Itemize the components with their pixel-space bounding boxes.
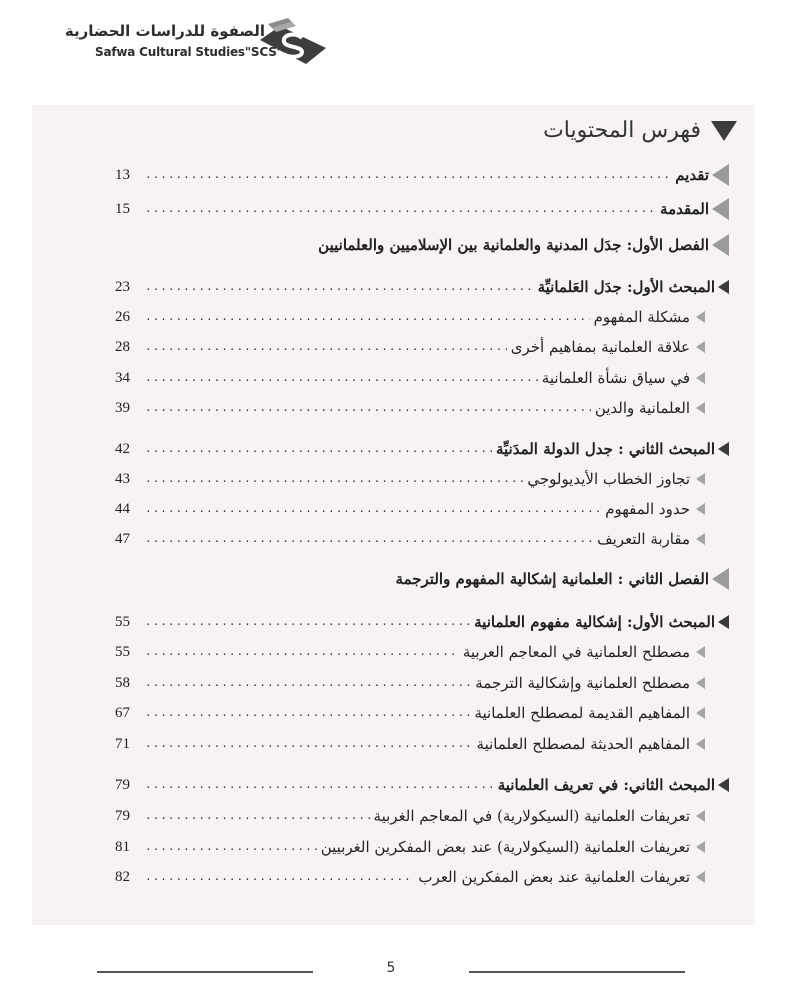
- toc-entry-page: 42: [115, 440, 130, 457]
- triangle-left-icon: [696, 810, 705, 822]
- toc-entry-subsection[interactable]: [115, 335, 705, 359]
- toc-entry-label: المبحث الأول: إشكالية مفهوم العلمانية: [474, 613, 715, 631]
- triangle-left-icon: [696, 372, 705, 384]
- triangle-left-icon: [712, 198, 729, 220]
- toc-entry-page: 28: [115, 338, 130, 355]
- toc-entry-page: 44: [115, 500, 130, 517]
- page-number: 5: [386, 960, 396, 976]
- toc-entry-subsection[interactable]: [115, 366, 705, 390]
- toc-entry-label: المبحث الثاني: في تعريف العلمانية: [497, 776, 715, 794]
- triangle-left-icon: [712, 164, 729, 186]
- triangle-left-icon: [696, 677, 705, 689]
- footer-rule-right: [469, 971, 685, 973]
- toc-entry-subsection[interactable]: [115, 732, 705, 756]
- dot-leader: [145, 610, 470, 634]
- dot-leader: [145, 804, 370, 828]
- toc-entry-page: 15: [115, 200, 130, 217]
- toc-entry-label: تجاوز الخطاب الأيديولوجي: [527, 470, 690, 488]
- toc-entry-label: المبحث الثاني : جدل الدولة المدَنيِّة: [495, 440, 715, 458]
- logo-arabic-text: الصفوة للدراسات الحضارية: [64, 22, 265, 40]
- toc-entry-page: 13: [115, 166, 130, 183]
- triangle-left-icon: [696, 646, 705, 658]
- triangle-left-icon: [696, 341, 705, 353]
- triangle-left-icon: [696, 473, 705, 485]
- toc-entry-label: مصطلح العلمانية وإشكالية الترجمة: [475, 674, 690, 692]
- toc-entry-label: مصطلح العلمانية في المعاجم العربية: [462, 643, 690, 661]
- scs-logo-mark-icon: [258, 18, 328, 68]
- toc-entry-label: المبحث الأول: جدَل العَلمانيِّة: [537, 278, 715, 296]
- triangle-left-icon: [696, 738, 705, 750]
- triangle-left-icon: [696, 503, 705, 515]
- logo-english-text: Safwa Cultural Studies"SCS": [95, 45, 283, 59]
- toc-entry-page: 47: [115, 530, 130, 547]
- dot-leader: [145, 163, 671, 187]
- toc-entry-page: 43: [115, 470, 130, 487]
- toc-entry-section[interactable]: [115, 773, 729, 797]
- toc-entry-chapter[interactable]: [115, 567, 729, 591]
- toc-entry-page: 34: [115, 369, 130, 386]
- toc-entry-label: تعريفات العلمانية (السيكولارية) في المعاجم الغربية: [373, 807, 690, 825]
- toc-entry-label: الفصل الأول: جدَل المدنية والعلمانية بين الإسلاميين والعلمانيين: [318, 236, 709, 254]
- toc-entry-subsection[interactable]: [115, 671, 705, 695]
- triangle-down-icon: [711, 121, 737, 141]
- toc-entry-subsection[interactable]: [115, 396, 705, 420]
- toc-entry-section[interactable]: [115, 610, 729, 634]
- toc-entry-label: تعريفات العلمانية (السيكولارية) عند بعض المفكرين الغربيين: [320, 838, 690, 856]
- toc-entry-top[interactable]: [115, 197, 729, 221]
- toc-entry-label: العلمانية والدين: [594, 399, 690, 417]
- dot-leader: [145, 773, 494, 797]
- toc-entry-page: 71: [115, 735, 130, 752]
- toc-entry-label: الفصل الثاني : العلمانية إشكالية المفهوم والترجمة: [395, 570, 709, 588]
- toc-entry-page: 79: [115, 807, 130, 824]
- toc-entry-page: 55: [115, 613, 130, 630]
- dot-leader: [145, 437, 492, 461]
- page-footer: [97, 960, 685, 979]
- triangle-left-icon: [718, 280, 729, 294]
- toc-entry-page: 55: [115, 643, 130, 660]
- toc-entry-subsection[interactable]: [115, 804, 705, 828]
- toc-entry-label: مقاربة التعريف: [597, 530, 690, 548]
- toc-entry-section[interactable]: [115, 275, 729, 299]
- toc-entry-label: مشكلة المفهوم: [593, 308, 690, 326]
- dot-leader: [145, 835, 317, 859]
- dot-leader: [145, 732, 473, 756]
- toc-entry-page: 26: [115, 308, 130, 325]
- toc-entry-page: 39: [115, 399, 130, 416]
- triangle-left-icon: [718, 442, 729, 456]
- triangle-left-icon: [696, 841, 705, 853]
- toc-entry-page: 79: [115, 776, 130, 793]
- dot-leader: [145, 497, 601, 521]
- dot-leader: [145, 671, 471, 695]
- dot-leader: [145, 305, 590, 329]
- toc-entry-section[interactable]: [115, 437, 729, 461]
- dot-leader: [145, 335, 507, 359]
- publisher-logo: [64, 18, 325, 73]
- dot-leader: [145, 467, 523, 491]
- triangle-left-icon: [696, 707, 705, 719]
- triangle-left-icon: [696, 311, 705, 323]
- toc-entry-top[interactable]: [115, 163, 729, 187]
- triangle-left-icon: [712, 568, 729, 590]
- toc-entry-label: المقدمة: [660, 200, 709, 218]
- triangle-left-icon: [712, 234, 729, 256]
- triangle-left-icon: [696, 533, 705, 545]
- toc-entry-label: في سياق نشأة العلمانية: [541, 369, 690, 387]
- toc-entry-subsection[interactable]: [115, 640, 705, 664]
- dot-leader: [145, 396, 591, 420]
- toc-entry-label: تعريفات العلمانية عند بعض المفكرين العرب: [418, 868, 690, 886]
- dot-leader: [145, 527, 593, 551]
- triangle-left-icon: [696, 402, 705, 414]
- toc-entry-label: تقديم: [675, 166, 709, 184]
- toc-heading: [543, 118, 737, 143]
- toc-entry-page: 81: [115, 838, 130, 855]
- dot-leader: [145, 701, 470, 725]
- toc-entry-subsection[interactable]: [115, 701, 705, 725]
- dot-leader: [145, 640, 459, 664]
- triangle-left-icon: [718, 778, 729, 792]
- toc-entry-subsection[interactable]: [115, 527, 705, 551]
- toc-entry-subsection[interactable]: [115, 865, 705, 889]
- toc-entry-subsection[interactable]: [115, 305, 705, 329]
- toc-entry-subsection[interactable]: [115, 467, 705, 491]
- toc-entry-page: 58: [115, 674, 130, 691]
- toc-entry-page: 82: [115, 868, 130, 885]
- toc-entry-subsection[interactable]: [115, 835, 705, 859]
- toc-entry-chapter[interactable]: [115, 233, 729, 257]
- toc-entry-label: حدود المفهوم: [605, 500, 690, 518]
- dot-leader: [145, 865, 414, 889]
- toc-entry-subsection[interactable]: [115, 497, 705, 521]
- toc-entry-page: 23: [115, 278, 130, 295]
- triangle-left-icon: [696, 871, 705, 883]
- dot-leader: [145, 275, 534, 299]
- toc-entry-page: 67: [115, 704, 130, 721]
- toc-title: فهرس المحتويات: [543, 118, 701, 143]
- toc-entry-label: علاقة العلمانية بمفاهيم أخرى: [510, 338, 690, 356]
- dot-leader: [145, 366, 538, 390]
- toc-entry-label: المفاهيم الحديثة لمصطلح العلمانية: [476, 735, 690, 753]
- toc-entry-label: المفاهيم القديمة لمصطلح العلمانية: [474, 704, 690, 722]
- dot-leader: [145, 197, 656, 221]
- triangle-left-icon: [718, 615, 729, 629]
